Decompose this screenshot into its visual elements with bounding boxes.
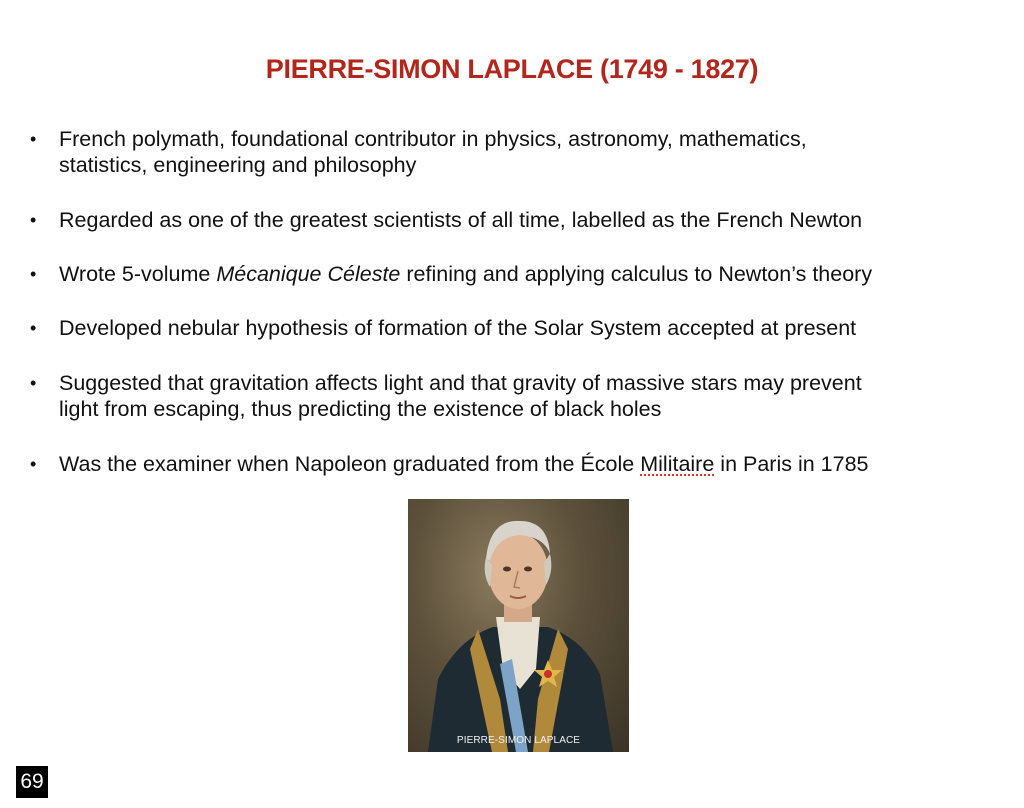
slide-title: PIERRE-SIMON LAPLACE (1749 - 1827): [265, 54, 759, 84]
bullet-text-part: Wrote 5-volume: [59, 262, 217, 286]
page-number: 69: [16, 766, 48, 798]
bullet-marker: •: [30, 210, 37, 230]
bullet-text: [59, 261, 989, 287]
bullet-text: [59, 451, 989, 477]
bullet-marker: •: [30, 454, 37, 474]
bullet-line: light from escaping, thus predicting the existence of black holes: [59, 397, 662, 421]
bullet-line: Developed nebular hypothesis of formation of the Solar System accepted at present: [59, 316, 857, 340]
bullet-marker: •: [30, 264, 37, 284]
spellcheck-flagged-word: Militaire: [640, 452, 715, 476]
bullet-text-part: Was the examiner when Napoleon graduated from the École: [59, 452, 641, 476]
bullet-marker: •: [30, 373, 37, 393]
bullet-text-part: refining and applying calculus to Newton’s theory: [400, 262, 873, 286]
bullet-marker: •: [30, 129, 37, 149]
bullet-text: [59, 207, 989, 233]
bullet-line: French polymath, foundational contributor in physics, astronomy, mathematics,: [59, 127, 807, 151]
portrait-image: [408, 499, 629, 752]
bullet-text: [59, 126, 989, 178]
bullet-text: [59, 315, 989, 341]
bullet-text: [59, 370, 989, 422]
bullet-marker: •: [30, 318, 37, 338]
bullet-line: Suggested that gravitation affects light and that gravity of massive stars may prevent: [59, 371, 862, 395]
book-title: Mécanique Céleste: [216, 262, 401, 286]
portrait-painting: [408, 499, 629, 752]
portrait-caption: PIERRE-SIMON LAPLACE: [456, 735, 581, 746]
bullet-line: statistics, engineering and philosophy: [59, 153, 417, 177]
bullet-text-part: in Paris in 1785: [714, 452, 869, 476]
bullet-line: Regarded as one of the greatest scientists of all time, labelled as the French Newton: [59, 208, 863, 232]
